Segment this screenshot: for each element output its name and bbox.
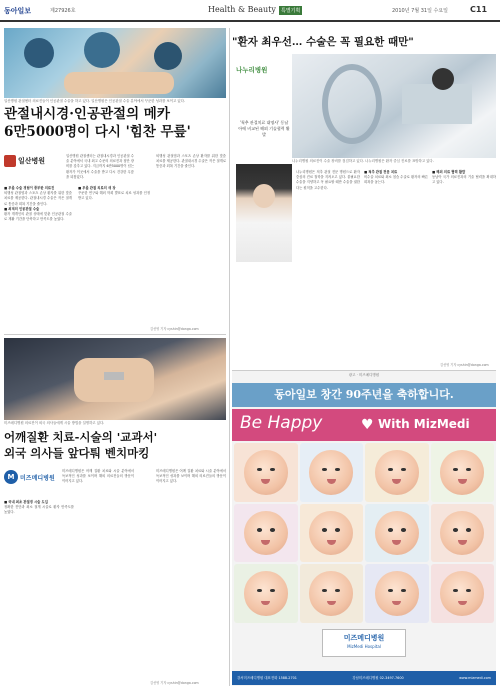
baby-photo (234, 443, 298, 502)
baby-photo (431, 504, 495, 563)
baby-photo (431, 564, 495, 623)
baby-photo (365, 504, 429, 563)
section-tag: 특별기획 (281, 8, 301, 14)
ad-topline: 광고 · 미즈메디병원 (348, 373, 380, 377)
shoulder-photo-caption: 미즈메디병원 의료진이 외국 의사들에게 시술 방법을 설명하고 있다. (4, 421, 105, 425)
mizmedi-small-logo: M 미즈메디병원 (4, 469, 60, 485)
right-headline: "환자 최우선… 수술은 꼭 필요한 때만" (232, 36, 414, 48)
main-headline-line1: 관절내시경·인공관절의 메카 (4, 106, 170, 122)
left-lower-lead: 미즈메디병원은 어깨 질환 치료와 시술 분야에서 독보적인 성과를 보이며 해외 의료진들의 방문이 이어지고 있다. (62, 469, 134, 484)
paper-name: 동아일보 (4, 7, 32, 15)
heart-icon: ♥ (361, 417, 374, 433)
left-article-body-col3: 퇴행성 관절염과 스포츠 손상 환자를 위한 맞춤 치료를 제공한다. 관절내시경 수술은 작은 절개로 통증과 회복 기간을 줄인다. (156, 154, 226, 169)
right-article-body: ■ 척추 관절 전문 치료 비수술 치료와 최소 침습 수술로 환자의 빠른 회복을 돕는다. (364, 170, 428, 185)
nanuri-hospital-logo: 나누리병원 (236, 65, 268, 74)
baby-photo (234, 504, 298, 563)
doctor-portrait-photo (236, 164, 292, 262)
baby-photo (431, 443, 495, 502)
column-divider (229, 28, 230, 686)
ad-footer (232, 671, 496, 685)
ad-with-mizmedi: With MizMedi (378, 417, 470, 431)
divider (4, 334, 226, 335)
mizmedi-logo-mark-icon: M (4, 470, 18, 484)
main-headline-line2: 6만5000명이 다시 '힘찬 무릎' (4, 124, 191, 140)
ad-congratulation: 동아일보 창간 90주년을 축하합니다. (232, 383, 496, 407)
pull-quote: '척추 관절치료 대명사' 동남아에 비교된 해외 기술협력 활발 (238, 120, 290, 137)
second-headline-line2: 외국 의사들 앞다퉈 벤치마킹 (4, 446, 150, 460)
ad-footer-left: 강서미즈메디병원 대표전화 1588-2701 (237, 676, 297, 680)
mizmedi-hospital-logo: 미즈메디병원 MizMedi Hospital (322, 629, 406, 657)
left-article-body: ■ 무릎 수술 경험이 풍부한 의료진 퇴행성 관절염과 스포츠 손상 환자를 위한 맞춤 치료를 제공한다. 관절내시경 수술은 작은 절개로 통증과 회복 기간을 줄인다. ■ 최적의 인공관절 수술 환자 개개인의 관절 상태에 맞춘 인공관절 수술로 재활 기간을 단축하고 만족도를 높였다. (4, 186, 72, 222)
baby-photo (300, 504, 364, 563)
ad-footer-url[interactable]: www.mizmedi.com (459, 676, 491, 680)
masthead (0, 0, 500, 22)
section-title: Health & Beauty (208, 5, 276, 14)
medical-equipment-photo (292, 54, 496, 158)
baby-photo-grid (234, 443, 494, 623)
baby-photo (365, 443, 429, 502)
issue-date: 2010년 7월 31일 수요일 (392, 8, 449, 14)
left-lower-body: ■ 국내 최초 관절경 시술 도입 정확한 진단과 최소 절개 시술로 환자 만족도를 높였다. (4, 500, 74, 515)
surgery-photo-caption: 일산병원 관절센터 의료진들이 인공관절 수술을 하고 있다. 일산병원은 인공관절 수술 분야에서 꾸준한 성과를 보이고 있다. (4, 99, 186, 103)
issue-number: 제27926호 (50, 8, 76, 14)
baby-photo (365, 564, 429, 623)
right-article-lead: 나누리병원은 척추 관절 전문 병원으로 환자 중심의 진료 철학을 지켜오고 있다. 불필요한 수술을 지양하고 꼭 필요할 때만 수술을 권한다는 원칙을 고수한다. (296, 170, 360, 190)
ilsan-logo-mark-icon (4, 155, 16, 167)
left-article-byline: 김선영 기자 cyshin@donga.com (150, 327, 199, 331)
left-article-lead: 일산병원 관절센터는 관절내시경과 인공관절 수술 분야에서 국내 최고 수준의 의료진과 첨단 장비를 갖추고 있다. 지금까지 6만5000명이 넘는 환자가 이곳에서 수술을 받고 다시 건강한 무릎을 되찾았다. (66, 154, 134, 179)
ad-be-happy: Be Happy (240, 413, 323, 433)
baby-photo (300, 443, 364, 502)
baby-photo (300, 564, 364, 623)
left-lower-byline: 김선영 기자 cyshin@donga.com (150, 681, 199, 685)
page-number: C11 (470, 5, 488, 14)
left-lower-body-col3: 미즈메디병원은 어깨 질환 치료와 시술 분야에서 독보적인 성과를 보이며 해외 의료진들의 방문이 이어지고 있다. (156, 469, 226, 484)
surgery-photo (4, 28, 226, 98)
ad-footer-mid: 강남미즈메디병원 02-3497-7600 (352, 676, 404, 680)
right-article-byline: 김선영 기자 cyshin@donga.com (440, 363, 489, 367)
ad-banner (232, 409, 496, 441)
baby-photo (234, 564, 298, 623)
ilsan-hospital-logo: 일산병원 (4, 154, 64, 168)
right-article-body-col3: ■ 해외 의료 협력 활발 동남아 국가 의료진과의 기술 협력을 확대하고 있다. (432, 170, 496, 185)
left-article-body-col2: ■ 무릎 관절 치료의 새 장 꾸준한 연구와 해외 학회 발표로 치료 성과를 인정받고 있다. (78, 186, 150, 201)
mizmedi-advertisement (232, 370, 496, 686)
shoulder-treatment-photo (4, 338, 226, 420)
second-headline-line1: 어깨질환 치료-시술의 '교과서' (4, 430, 158, 444)
right-photo-caption: 나누리병원 의료진이 수술 장비를 점검하고 있다. 나누리병원은 환자 중심 진료를 표방하고 있다. (292, 159, 434, 163)
